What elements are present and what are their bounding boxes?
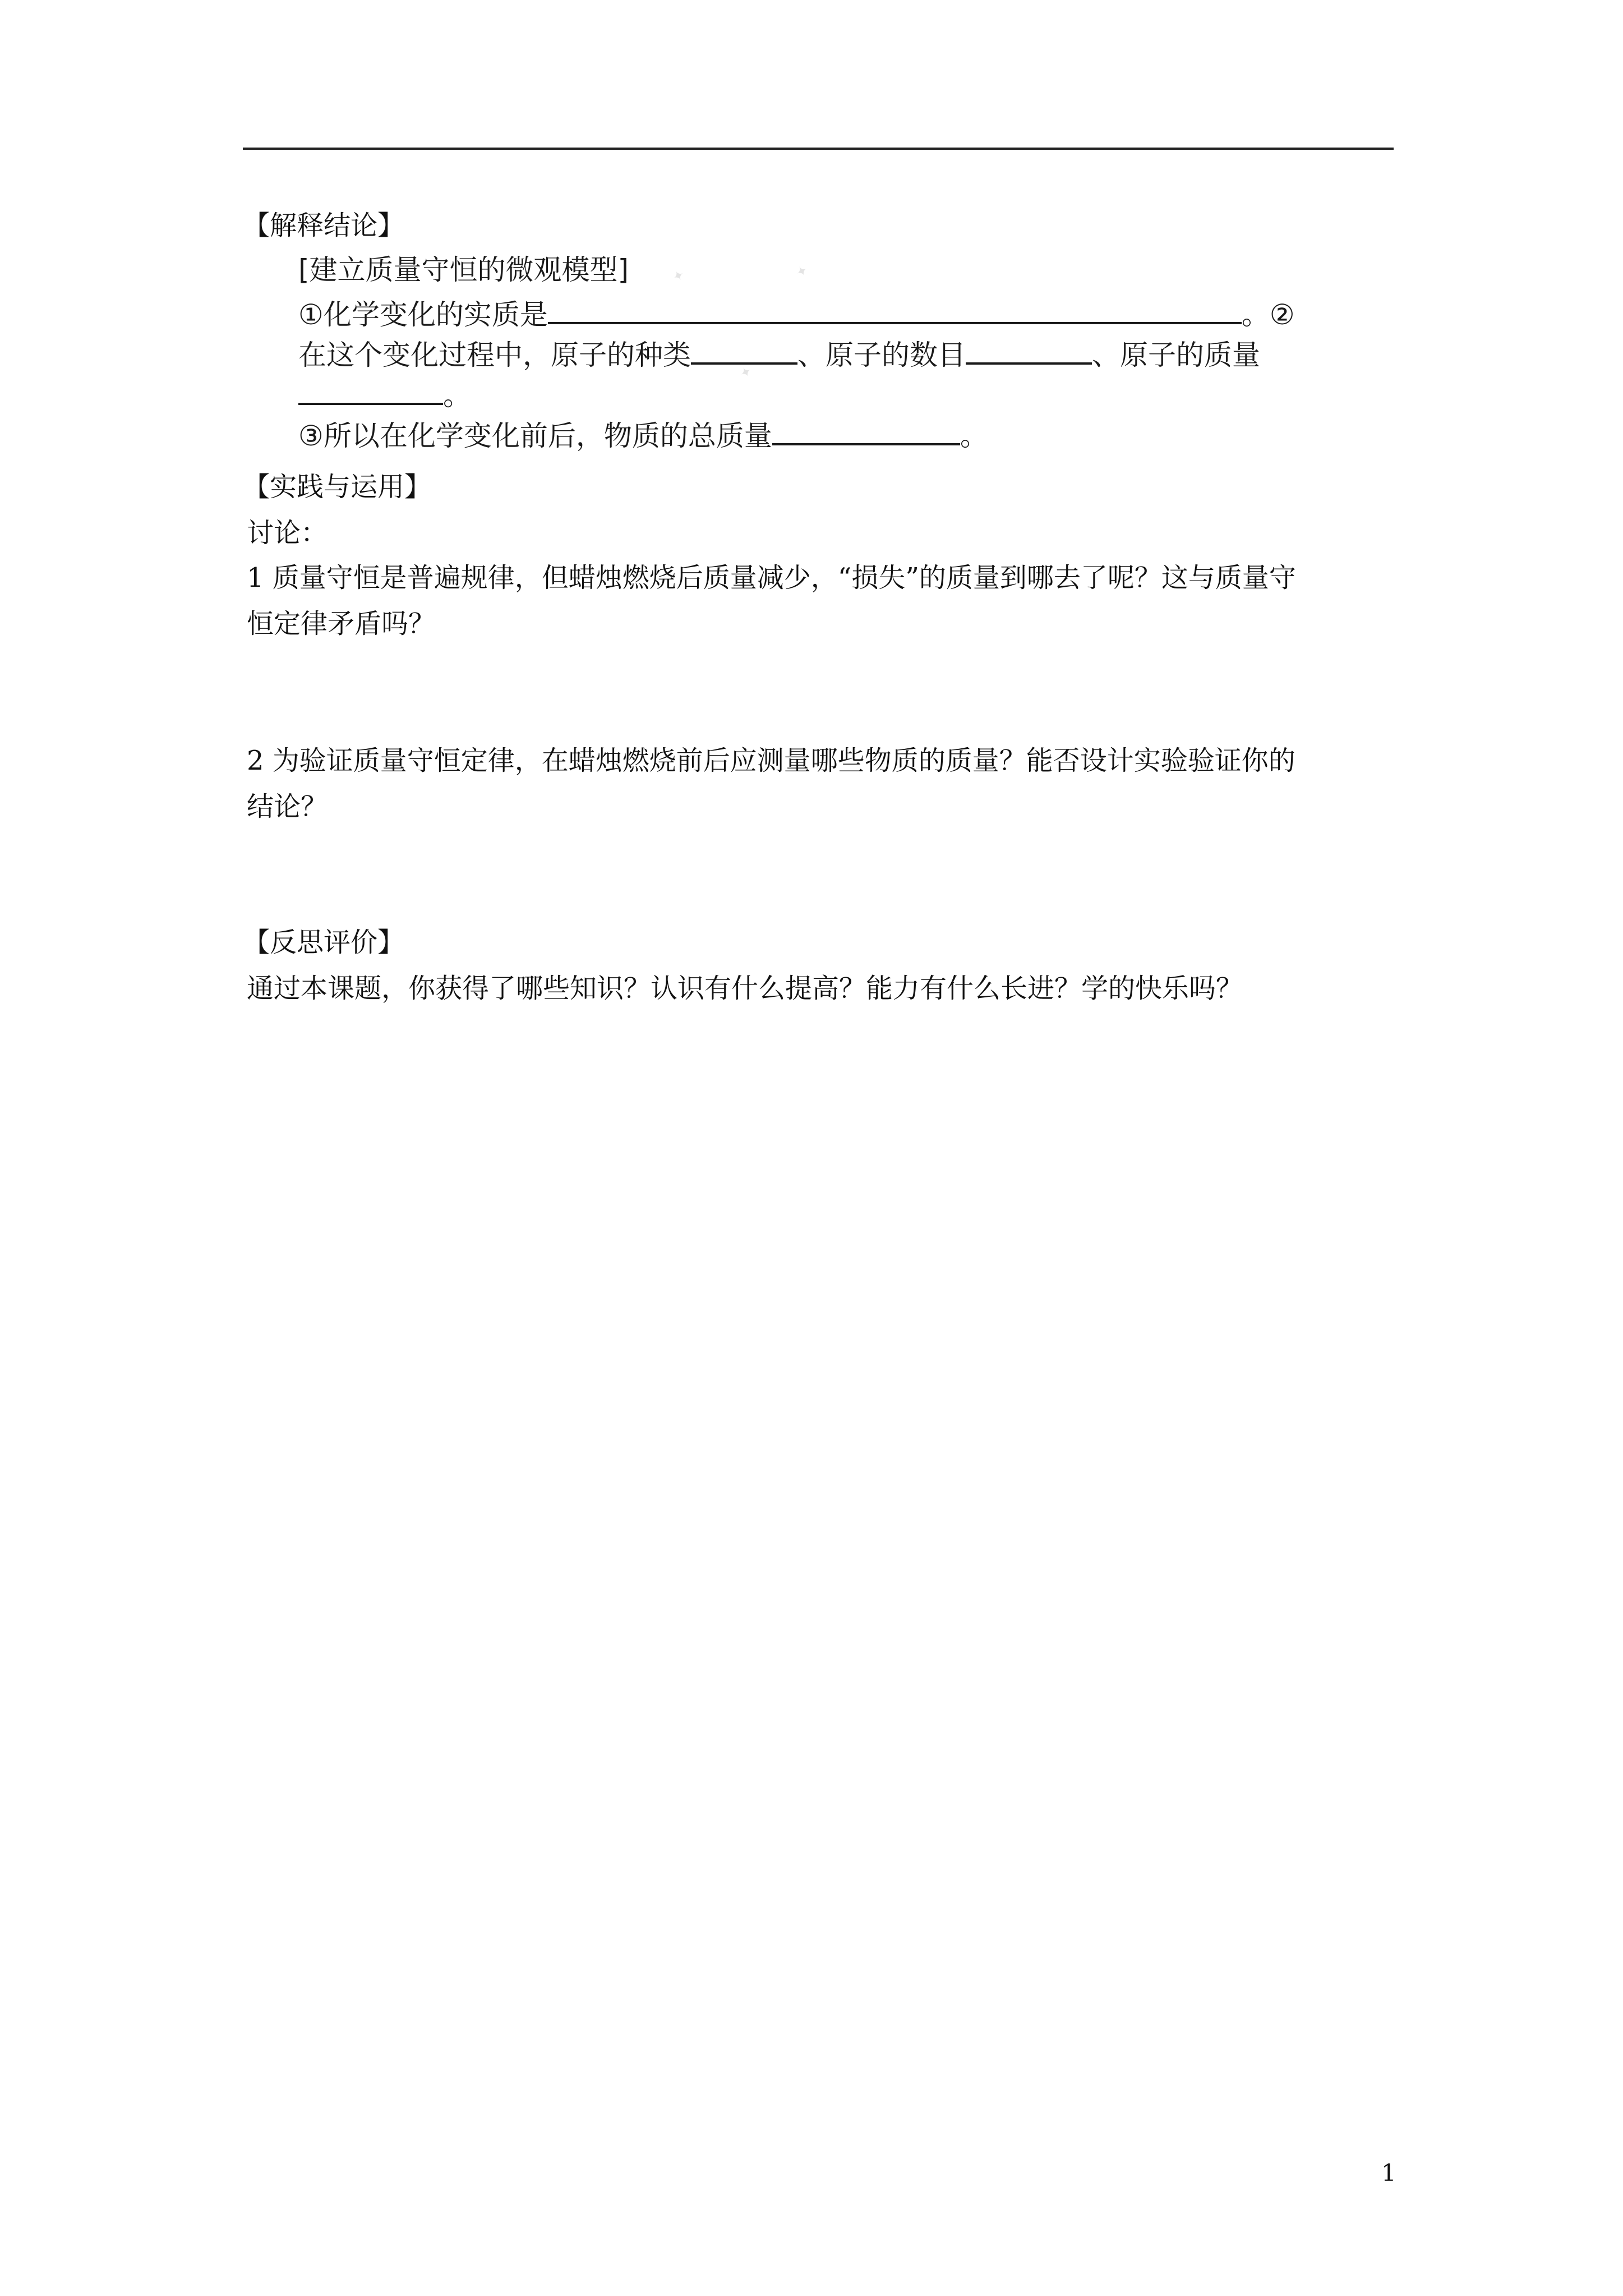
watermark-mark: ✦ (670, 266, 688, 286)
figure-title: [建立质量守恒的微观模型] (298, 254, 629, 286)
answer-blank-atom-number (966, 341, 1092, 365)
question-2-line-2: 结论？ (247, 791, 328, 822)
line1-suffix: 。② (1241, 298, 1295, 331)
section-heading-practice: 【实践与运用】 (243, 471, 432, 503)
figure-line-1 (298, 297, 1295, 332)
figure-line-3 (298, 378, 471, 413)
line4-prefix: ③所以在化学变化前后，物质的总质量 (298, 420, 772, 452)
answer-blank-atom-kind (691, 341, 797, 365)
section-heading-explain-conclusion: 【解释结论】 (243, 210, 405, 241)
figure-line-4 (298, 418, 988, 453)
section-heading-reflection: 【反思评价】 (243, 927, 405, 958)
line4-suffix: 。 (960, 420, 988, 452)
question-1-line-2: 恒定律矛盾吗？ (247, 608, 436, 639)
line1-prefix: ①化学变化的实质是 (298, 298, 548, 331)
question-2-line-1: 2 为验证质量守恒定律，在蜡烛燃烧前后应测量哪些物质的质量？能否设计实验验证你的 (247, 745, 1295, 776)
discussion-label: 讨论： (247, 517, 328, 549)
line2-prefix: 在这个变化过程中，原子的种类 (298, 339, 691, 371)
figure-line-2 (298, 338, 1260, 372)
watermark-mark: ✦ (737, 362, 755, 383)
question-1-line-1: 1 质量守恒是普遍规律，但蜡烛燃烧后质量减少，“损失”的质量到哪去了呢？这与质量守 (247, 562, 1296, 593)
answer-blank-reaction-essence (548, 301, 1242, 324)
header-rule (243, 148, 1394, 150)
watermark-mark: ✦ (793, 261, 811, 282)
answer-blank-total-mass (772, 422, 960, 445)
answer-blank-atom-mass (298, 381, 443, 405)
line3-suffix: 。 (443, 379, 471, 412)
line2-mid2: 、原子的质量 (1092, 339, 1260, 371)
line2-mid1: 、原子的数目 (797, 339, 966, 371)
page-number: 1 (1381, 2159, 1396, 2187)
reflection-question: 通过本课题，你获得了哪些知识？认识有什么提高？能力有什么长进？学的快乐吗？ (247, 973, 1243, 1004)
